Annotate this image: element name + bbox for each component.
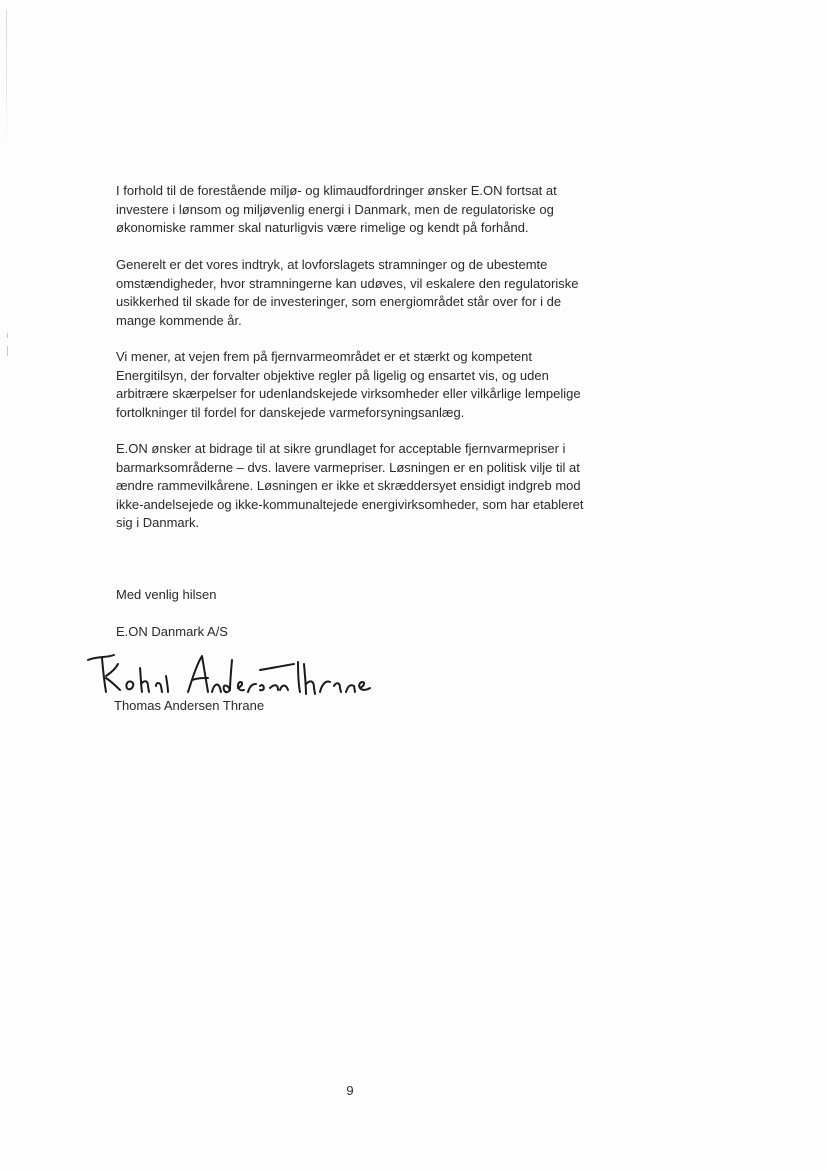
paragraph-4: E.ON ønsker at bidrage til at sikre grundlaget for acceptable fjernvarmepriser i barmarksområderne – dvs. lavere varmepriser. Løsningen er en politisk vilje til at ændre rammevilkårene. Løsningen er ikke et skræddersyet ensidigt indgreb mod ikke-andelsejede og ikke-kommunaltejede energivirksomheder, som har etableret sig i Danmark. [116,441,584,530]
signer-name: Thomas Andersen Thrane [114,698,265,713]
company-name: E.ON Danmark A/S [116,624,228,639]
paragraph-2: Generelt er det vores indtryk, at lovforslagets stramninger og de ubestemte omstændigheder, hvor stramningerne kan udøves, vil eskalere den regulatoriske usikkerhed til skade for de investeringer, som energiområdet står over for i de mange kommende år. [116,257,579,328]
closing-salutation: Med venlig hilsen [116,587,217,602]
scan-mark [7,346,8,356]
scan-edge-line [6,10,7,150]
paragraph-1: I forhold til de forestående miljø- og klimaudfordringer ønsker E.ON fortsat at investere i lønsom og miljøvenlig energi i Danmark, men de regulatoriske og økonomiske rammer skal naturligvis være rimelige og kendt på forhånd. [116,183,557,235]
paragraph-3: Vi mener, at vejen frem på fjernvarmeområdet er et stærkt og kompetent Energitilsyn, der forvalter objektive regler på ligelig og ensartet vis, og uden arbitrære skærpelser for udenlandskejede virksomheder eller vilkårlige lempelige fortolkninger til fordel for danskejede varmeforsyningsanlæg. [116,349,581,420]
handwritten-signature [84,648,384,700]
page-number: 9 [346,1083,354,1098]
scan-mark [7,333,8,338]
